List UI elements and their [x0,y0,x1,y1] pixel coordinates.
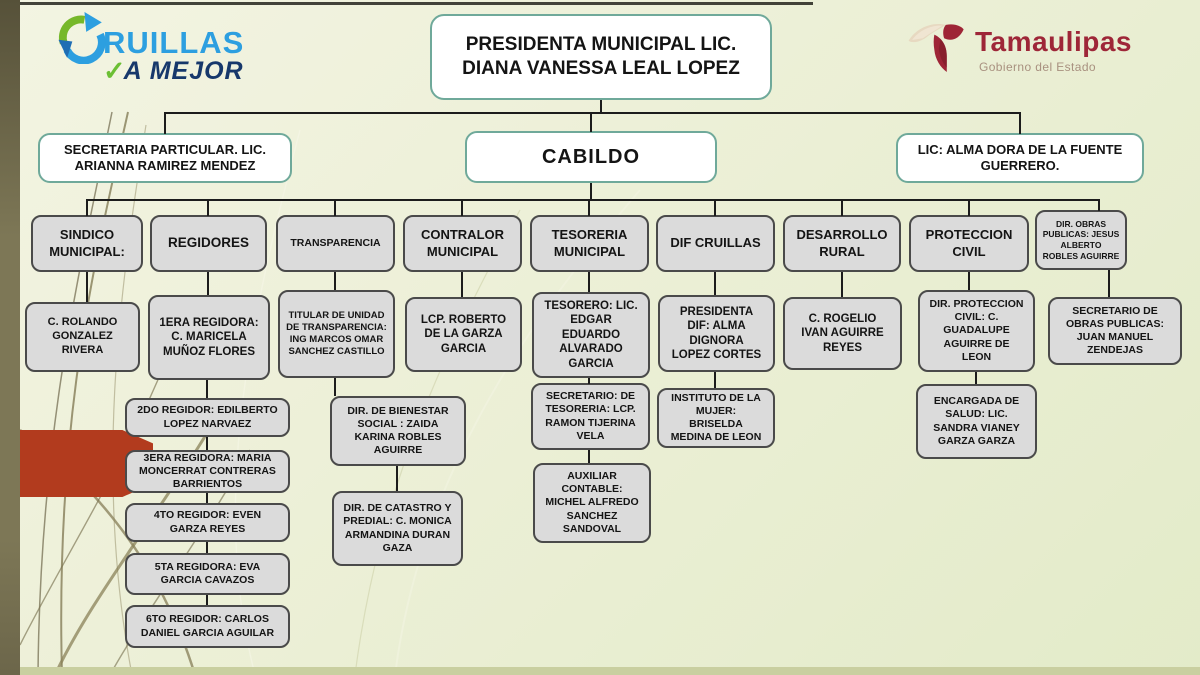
connector-line [590,183,592,200]
node-dir-obras-publicas: DIR. OBRAS PUBLICAS: JESUS ALBERTO ROBLES AGUIRRE [1035,210,1127,270]
node-titular-transparencia: TITULAR DE UNIDAD DE TRANSPARENCIA: ING MARCOS OMAR SANCHEZ CASTILLO [278,290,395,378]
tamaulipas-logo [905,16,1132,80]
node-3era-regidora: 3ERA REGIDORA: MARIA MONCERRAT CONTRERAS BARRIENTOS [125,450,290,493]
node-tesoreria-municipal: TESORERIA MUNICIPAL [530,215,649,272]
node-secretario-tesoreria: SECRETARIO: DE TESORERIA: LCP. RAMON TIJERINA VELA [531,383,650,450]
node-4to-regidor: 4TO REGIDOR: EVEN GARZA REYES [125,503,290,542]
tamaulipas-bird-icon [905,16,969,80]
node-sindico-municipal: SINDICO MUNICIPAL: [31,215,143,272]
connector-line [334,200,336,216]
connector-line [588,272,590,292]
connector-line [600,100,602,113]
node-roberto-garza: LCP. ROBERTO DE LA GARZA GARCIA [405,297,522,372]
node-auxiliar-contable: AUXILIAR CONTABLE: MICHEL ALFREDO SANCHEZ SANDOVAL [533,463,651,543]
connector-line [714,272,716,295]
node-cabildo: CABILDO [465,131,717,183]
cruillas-name: RUILLAS [103,25,245,60]
connector-line [841,200,843,216]
node-presidenta-municipal: PRESIDENTA MUNICIPAL LIC. DIANA VANESSA LEAL LOPEZ [430,14,772,100]
node-5ta-regidora: 5TA REGIDORA: EVA GARCIA CAVAZOS [125,553,290,595]
node-dif-cruillas: DIF CRUILLAS [656,215,775,272]
tamaulipas-subtitle: Gobierno del Estado [979,60,1097,74]
tamaulipas-name: Tamaulipas [975,26,1132,57]
connector-line [206,542,208,553]
node-1era-regidora: 1ERA REGIDORA: C. MARICELA MUÑOZ FLORES [148,295,270,380]
left-olive-bar [0,0,20,675]
connector-line [968,200,970,216]
node-presidenta-dif: PRESIDENTA DIF: ALMA DIGNORA LOPEZ CORTES [658,295,775,372]
node-transparencia: TRANSPARENCIA [276,215,395,272]
node-bienestar-social: DIR. DE BIENESTAR SOCIAL : ZAIDA KARINA ROBLES AGUIRRE [330,396,466,466]
node-alma-dora: LIC: ALMA DORA DE LA FUENTE GUERRERO. [896,133,1144,183]
connector-line [1098,200,1100,211]
cruillas-tagline: A MEJOR [123,57,244,85]
connector-line [164,113,166,134]
connector-line [164,112,1021,114]
node-secretario-obras: SECRETARIO DE OBRAS PUBLICAS: JUAN MANUEL ZENDEJAS [1048,297,1182,365]
connector-line [714,372,716,388]
top-edge-rule [13,2,813,5]
connector-line [1019,113,1021,134]
connector-line [86,272,88,302]
node-contralor-municipal: CONTRALOR MUNICIPAL [403,215,522,272]
connector-line [461,200,463,216]
node-6to-regidor: 6TO REGIDOR: CARLOS DANIEL GARCIA AGUILAR [125,605,290,648]
node-tesorero: TESORERO: LIC. EDGAR EDUARDO ALVARADO GARCIA [532,292,650,378]
node-desarrollo-rural: DESARROLLO RURAL [783,215,901,272]
connector-line [86,200,88,216]
bottom-edge-strip [0,667,1200,675]
connector-line [86,199,1100,201]
connector-line [206,380,208,398]
node-secretaria-particular: SECRETARIA PARTICULAR. LIC. ARIANNA RAMIREZ MENDEZ [38,133,292,183]
connector-line [461,272,463,297]
node-rogelio-aguirre: C. ROGELIO IVAN AGUIRRE REYES [783,297,902,370]
connector-line [207,272,209,295]
connector-line [206,493,208,503]
connector-line [206,595,208,605]
node-dir-proteccion-civil: DIR. PROTECCION CIVIL: C. GUADALUPE AGUIRRE DE LEON [918,290,1035,372]
cruillas-arrows-icon [55,12,107,64]
connector-line [588,378,590,384]
connector-line [334,378,336,396]
node-rolando-gonzalez: C. ROLANDO GONZALEZ RIVERA [25,302,140,372]
connector-line [714,200,716,216]
node-instituto-mujer: INSTITUTO DE LA MUJER: BRISELDA MEDINA DE LEON [657,388,775,448]
node-2do-regidor: 2DO REGIDOR: EDILBERTO LOPEZ NARVAEZ [125,398,290,437]
connector-line [975,372,977,384]
connector-line [207,200,209,216]
cruillas-logo [55,12,244,87]
connector-line [841,272,843,297]
connector-line [588,200,590,216]
connector-line [1108,270,1110,297]
check-icon: ✓ [103,56,126,86]
node-encargada-salud: ENCARGADA DE SALUD: LIC. SANDRA VIANEY GARZA GARZA [916,384,1037,459]
connector-line [334,272,336,290]
connector-line [590,113,592,132]
connector-line [968,272,970,290]
node-regidores: REGIDORES [150,215,267,272]
connector-line [206,437,208,450]
connector-line [588,450,590,463]
connector-line [396,466,398,491]
node-proteccion-civil: PROTECCION CIVIL [909,215,1029,272]
node-catastro-predial: DIR. DE CATASTRO Y PREDIAL: C. MONICA ARMANDINA DURAN GAZA [332,491,463,566]
